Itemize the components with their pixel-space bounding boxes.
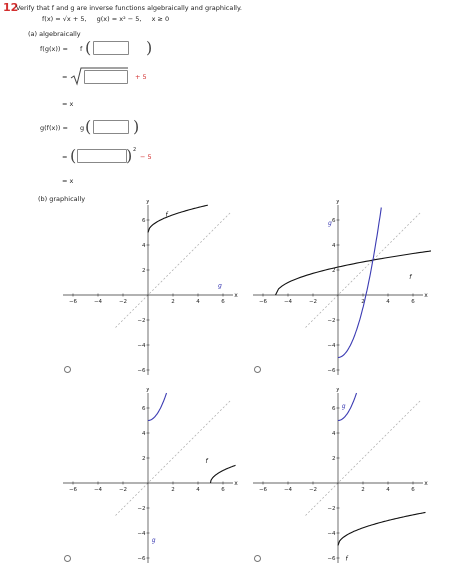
row5-equals: = [62,153,68,161]
y-tick-label: 6 [142,406,146,412]
y-tick-label: −6 [137,556,146,562]
x-tick-label: 2 [171,487,175,493]
y-tick-label: −4 [327,343,336,349]
x-tick-label: −6 [68,487,78,493]
y-tick-label: 4 [332,431,336,437]
g-curve-label: g [328,220,332,227]
identity-line [116,213,231,328]
graph-b-radio[interactable] [254,366,261,373]
f-curve-label: f [409,273,412,281]
domain-restriction: x ≥ 0 [151,15,170,23]
g-curve [338,208,381,358]
graph-d [246,388,431,563]
y-tick-label: 2 [332,268,336,274]
y-tick-label: −2 [137,318,146,324]
y-tick-label: −6 [327,556,336,562]
y-tick-label: −2 [327,506,336,512]
x-tick-label: −4 [93,299,103,305]
fg-function-name: f [80,45,83,53]
y-tick-label: 4 [142,243,146,249]
f-curve-label: f [345,555,348,563]
y-tick-label: −2 [327,318,336,324]
gf-label: g(f(x)) = [40,124,68,132]
right-paren-icon: ) [126,146,133,165]
x-tick-label: −2 [118,487,128,493]
x-tick-label: 2 [361,299,365,305]
left-paren-icon: ( [85,117,92,136]
y-tick-label: 4 [332,243,336,249]
y-axis-label: y [146,200,150,205]
fg-label: f(g(x)) = [40,45,68,53]
x-tick-label: 4 [196,487,200,493]
sqrt-radicand-input[interactable] [84,70,128,84]
f-curve [148,205,208,232]
x-tick-label: 6 [221,487,225,493]
minus-five: − 5 [140,153,152,161]
y-tick-label: −2 [137,506,146,512]
left-paren-icon: ( [85,38,92,57]
gf-inner-input[interactable] [93,120,129,134]
fg-inner-input[interactable] [93,41,129,55]
y-axis-label: y [336,388,340,393]
graph-a-radio[interactable] [64,366,71,373]
x-axis-label: x [424,480,428,487]
x-tick-label: 4 [386,487,390,493]
f-curve [211,465,236,483]
row2-equals: = [62,73,68,81]
y-tick-label: −4 [137,531,146,537]
x-axis-label: x [234,292,238,299]
question-prompt: Verify that f and g are inverse functions algebraically and graphically. [16,4,242,12]
x-tick-label: −4 [283,487,293,493]
y-tick-label: 6 [332,406,336,412]
g-curve-label: g [341,403,346,410]
row6-result: = x [62,177,74,185]
y-tick-label: −4 [327,531,336,537]
f-curve [338,512,426,545]
left-paren-icon: ( [70,146,77,165]
graph-c-radio[interactable] [64,555,71,562]
part-b-heading: (b) graphically [38,195,86,203]
y-tick-label: −6 [137,368,146,374]
x-tick-label: 4 [386,299,390,305]
f-curve [276,247,432,295]
x-tick-label: −6 [258,487,268,493]
x-tick-label: −2 [308,487,318,493]
squared-base-input[interactable] [77,149,127,163]
g-definition: g(x) = x² − 5, [96,15,142,23]
identity-line [306,401,421,516]
gf-function-name: g [80,124,85,132]
g-curve [148,393,167,421]
f-curve-label: f [205,458,208,465]
g-curve-label: g [218,282,222,290]
x-tick-label: 6 [411,299,415,305]
x-tick-label: 2 [361,487,365,493]
row3-result: = x [62,100,74,108]
graph-c [56,388,241,563]
x-tick-label: −2 [118,299,128,305]
y-tick-label: 6 [142,218,146,224]
x-tick-label: 4 [196,299,200,305]
y-tick-label: 2 [142,268,146,274]
function-definitions [42,15,169,23]
y-tick-label: −6 [327,368,336,374]
y-tick-label: 6 [332,218,336,224]
x-tick-label: 6 [221,299,225,305]
x-axis-label: x [234,480,238,487]
graph-d-radio[interactable] [254,555,261,562]
y-tick-label: 2 [332,456,336,462]
right-paren-icon: ) [146,38,153,57]
question-number: 12 [3,1,19,14]
f-curve-label: f [165,211,168,219]
identity-line [306,213,421,328]
y-tick-label: −4 [137,343,146,349]
y-axis-label: y [146,388,150,393]
part-a-heading: (a) algebraically [28,30,81,38]
f-definition: f(x) = √x + 5, [42,15,87,23]
g-curve-label: g [151,536,156,544]
exponent-two: 2 [133,147,137,153]
graph-a [56,200,241,375]
graph-b [246,200,431,375]
x-tick-label: −2 [308,299,318,305]
identity-line [116,401,231,516]
x-tick-label: −4 [93,487,103,493]
x-tick-label: 2 [171,299,175,305]
x-tick-label: −6 [68,299,78,305]
x-tick-label: −4 [283,299,293,305]
y-tick-label: 2 [142,456,146,462]
y-axis-label: y [336,200,340,205]
x-tick-label: 6 [411,487,415,493]
right-paren-icon: ) [133,117,140,136]
x-axis-label: x [424,292,428,299]
plus-five: + 5 [135,73,147,81]
y-tick-label: 4 [142,431,146,437]
x-tick-label: −6 [258,299,268,305]
